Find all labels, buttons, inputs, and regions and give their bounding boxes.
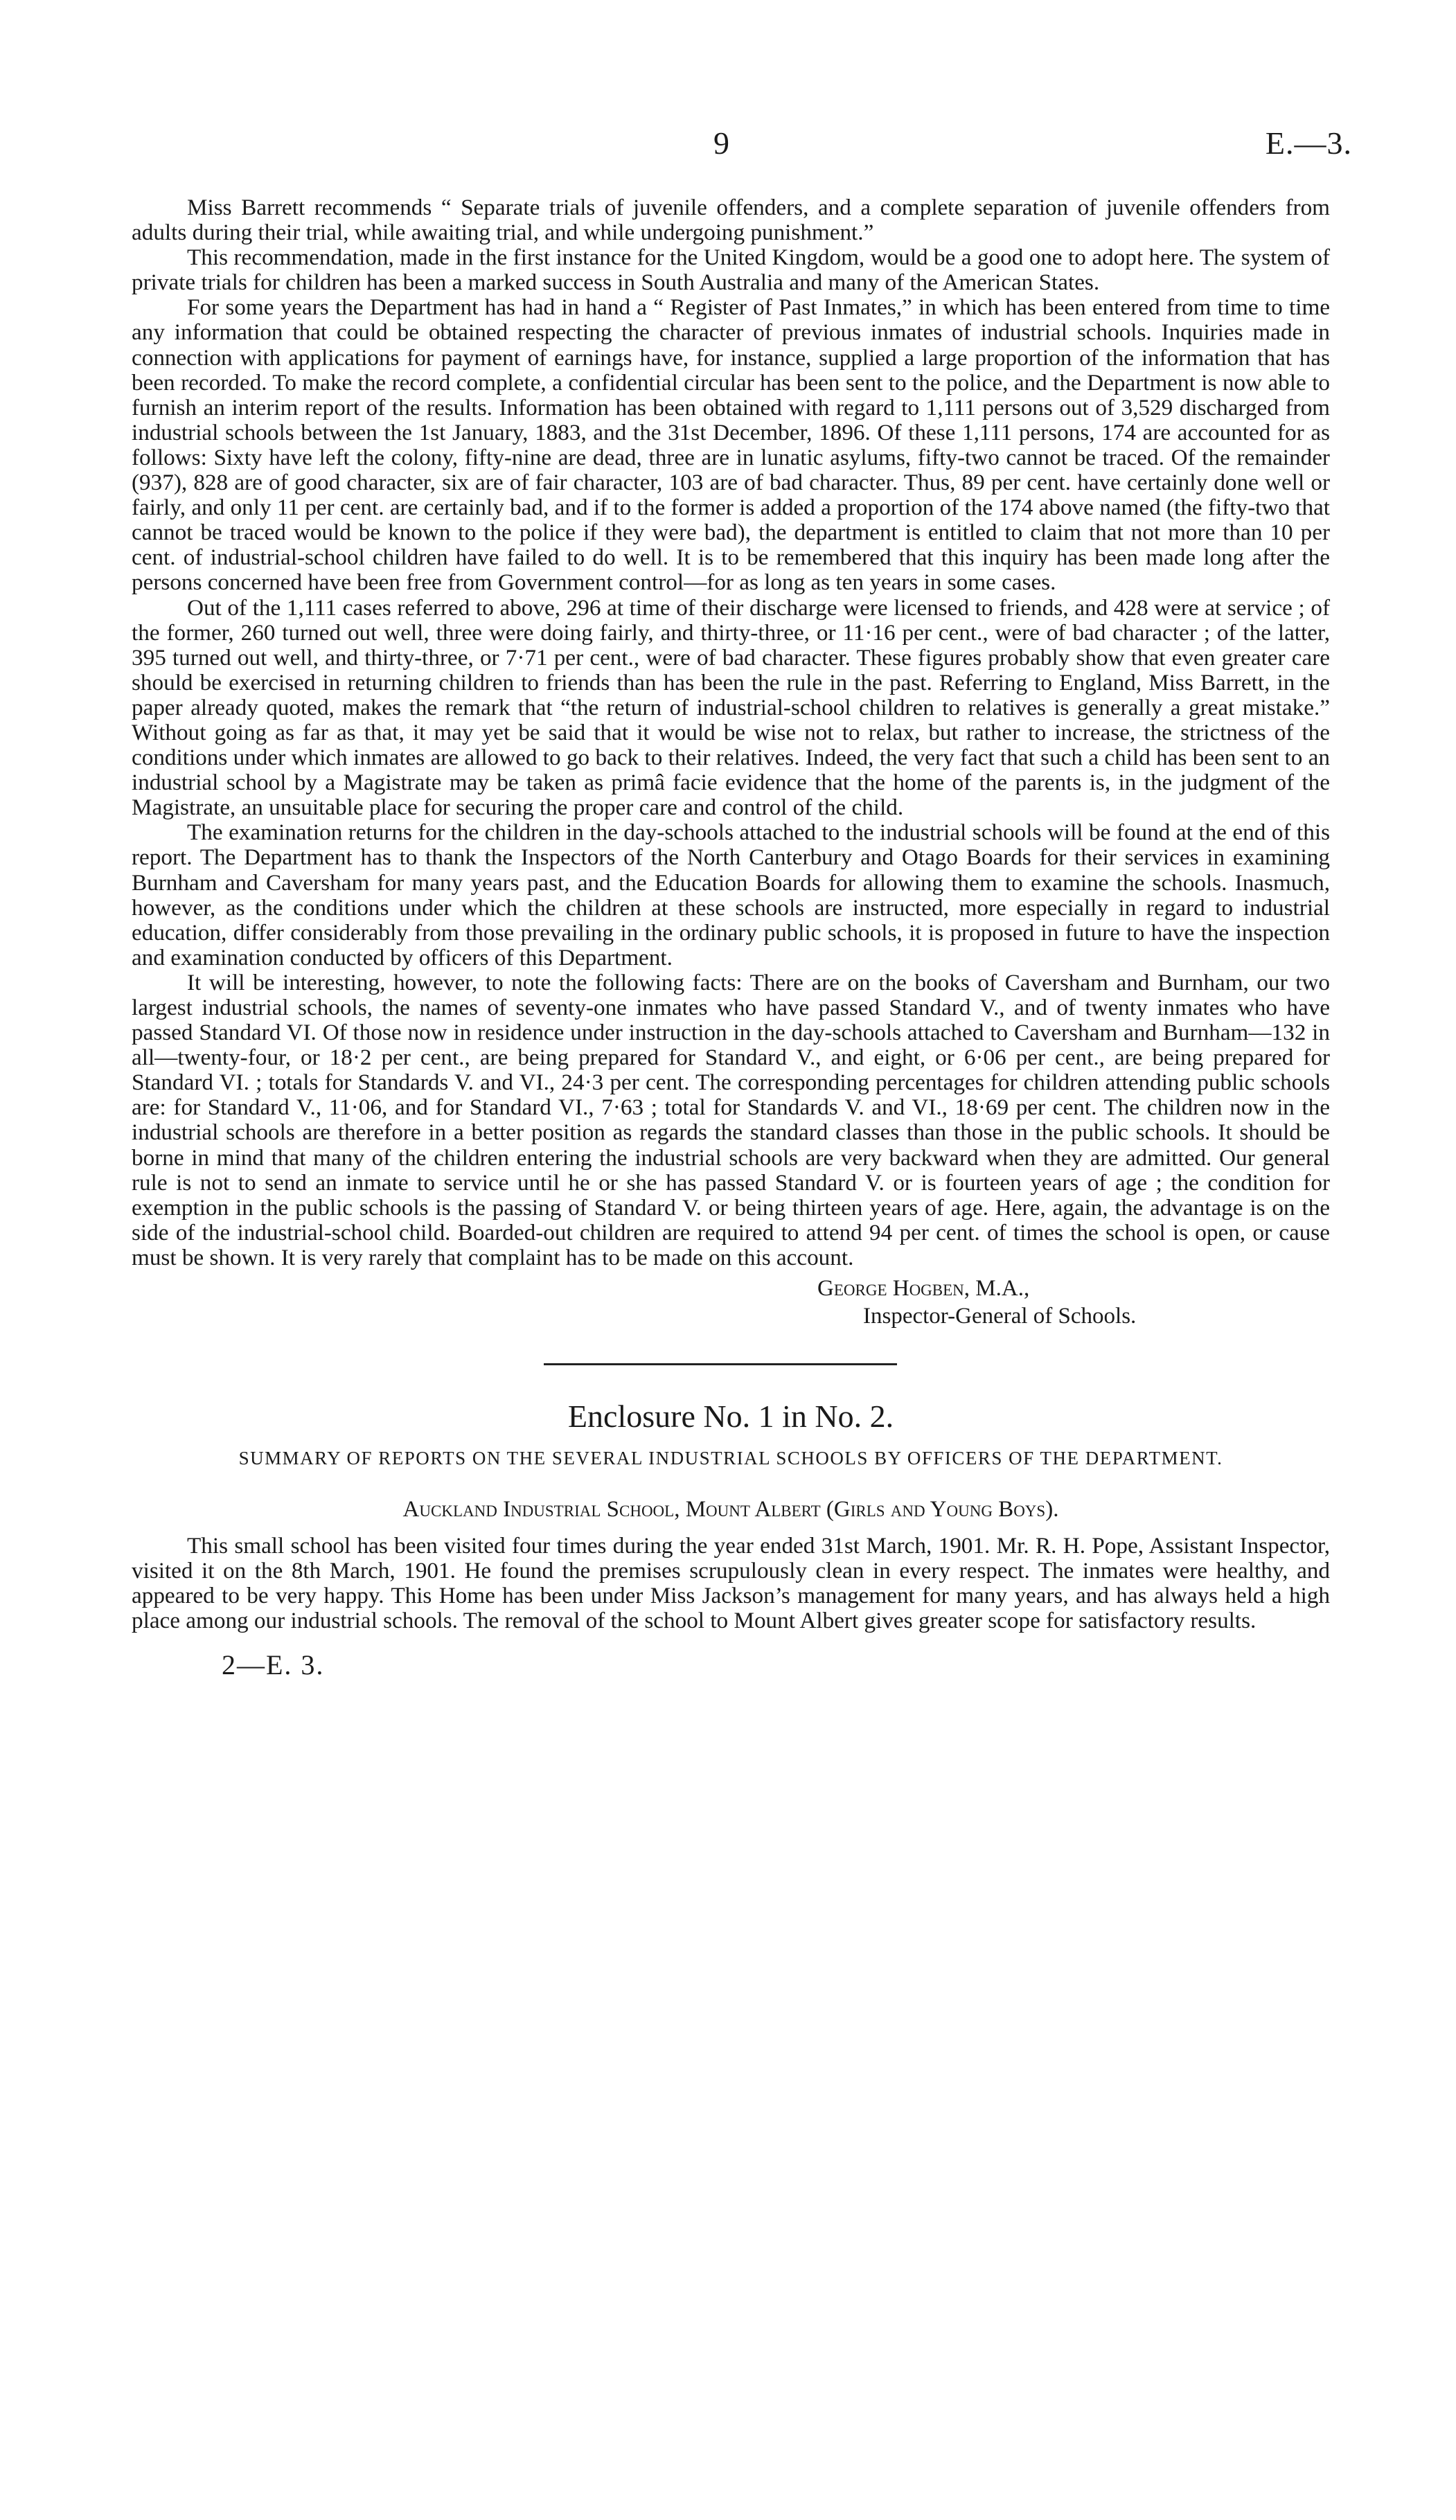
school-heading: Auckland Industrial School, Mount Albert (Girls and Young Boys). xyxy=(402,1497,1059,1523)
paragraph-auckland-school: This small school has been visited four times during the year ended 31st March, 1901. Mr. R. H. Pope, Assistant Inspector, visited it on the 8th March, 1901. He found the premises scrupulously clean in every respect. The inmates were healthy, and appeared to be very happy. This Home has been under Miss Jackson’s management for many years, and has always held a high place among our industrial schools. The removal of the school to Mount Albert gives greater scope for satisfactory results. xyxy=(132,1533,1330,1634)
paragraph-standards-comparison: It will be interesting, however, to note the following facts: There are on the books of Caversham and Burnham, our two largest industrial schools, the names of seventy-one inmates who have passed Standard V., and of twenty inmates who have passed Standard VI. Of those now in residence under instruction in the day-schools attached to Caversham and Burnham—132 in all—twenty-four, or 18·2 per cent., are being prepared for Standard V., and eight, or 6·06 per cent., are being prepared for Standard VI. ; totals for Standards V. and VI., 24·3 per cent. The corresponding percentages for children attending public schools are: for Standard V., 11·06, and for Standard VI., 7·63 ; total for Standards V. and VI., 18·69 per cent. The children now in the industrial schools are therefore in a better position as regards the standard classes than those in the public schools. It should be borne in mind that many of the children entering the industrial schools are very backward when they are admitted. Our general rule is not to send an inmate to service until he or she has passed Standard V. or is fourteen years of age ; the condition for exemption in the public schools is the passing of Standard V. or being thirteen years of age. Here, again, the advantage is on the side of the industrial-school child. Boarded-out children are required to attend 94 per cent. of times the school is open, or cause must be shown. It is very rarely that complaint has to be made on this account. xyxy=(132,969,1330,1270)
report-code: E.—3. xyxy=(1265,125,1352,161)
sheet-signature-code: 2—E. 3. xyxy=(222,1649,325,1681)
paragraph-private-trials: This recommendation, made in the first instance for the United Kingdom, would be a good one to adopt here. The system of private trials for children has been a marked success in South Australia and many of the American States. xyxy=(132,245,1330,296)
paragraph-examination-returns: The examination returns for the children in the day-schools attached to the industrial schools will be found at the end of this report. The Department has to thank the Inspectors of the North Canterbury and Otago Boards for their services in examining Burnham and Caversham for many years past, and the Education Boards for allowing them to examine the schools. Inasmuch, however, as the conditions under which the children at these schools are instructed, more especially in regard to industrial education, differ considerably from those prevailing in the ordinary public schools, it is proposed in future to have the inspection and examination conducted by officers of this Department. xyxy=(132,819,1330,970)
paragraph-barrett-recommendation: Miss Barrett recommends “ Separate trials of juvenile offenders, and a complete separation of juvenile offenders from adults during their trial, while awaiting trial, and while undergoing punishment.” xyxy=(132,195,1330,246)
signature-name: George Hogben, M.A., xyxy=(817,1276,1030,1302)
section-divider xyxy=(544,1363,897,1365)
paragraph-discharge-outcomes: Out of the 1,111 cases referred to above, 296 at time of their discharge were licensed to friends, and 428 were at service ; of the former, 260 turned out well, three were doing fairly, and thirty-three, or 11·16 per cent., were of bad character ; of the latter, 395 turned out well, and thirty-three, or 7·71 per cent., were of bad character. These figures probably show that even greater care should be exercised in returning children to friends than has been the rule in the past. Referring to England, Miss Barrett, in the paper already quoted, makes the remark that “the return of industrial-school children to relatives is generally a great mistake.” Without going as far as that, it may yet be said that it would be wise not to relax, but rather to increase, the strictness of the conditions under which inmates are allowed to go back to their relatives. Indeed, the very fact that such a child has been sent to an industrial school by a Magistrate may be taken as primâ facie evidence that the home of the parents is, in the judgment of the Magistrate, an unsuitable place for securing the proper care and control of the child. xyxy=(132,594,1330,821)
page-header xyxy=(0,125,1456,173)
enclosure-subtitle: SUMMARY OF REPORTS ON THE SEVERAL INDUSTRIAL SCHOOLS BY OFFICERS OF THE DEPARTMENT. xyxy=(238,1448,1223,1469)
signature-title: Inspector-General of Schools. xyxy=(863,1304,1137,1329)
paragraph-register-of-past-inmates: For some years the Department has had in hand a “ Register of Past Inmates,” in which has been entered from time to time any information that could be obtained respecting the character of previous inmates of industrial schools. Inquiries made in connection with applications for payment of earnings have, for instance, supplied a large proportion of the information that has been recorded. To make the record complete, a confidential circular has been sent to the police, and the Department is now able to furnish an interim report of the results. Information has been obtained with regard to 1,111 persons out of 3,529 discharged from industrial schools between the 1st January, 1883, and the 31st December, 1896. Of these 1,111 persons, 174 are accounted for as follows: Sixty have left the colony, fifty-nine are dead, three are in lunatic asylums, fifty-two cannot be traced. Of the remainder (937), 828 are of good character, six are of fair character, 103 are of bad character. Thus, 89 per cent. have certainly done well or fairly, and only 11 per cent. are certainly bad, and if to the former is added a proportion of the 174 above named (the fifty-two that cannot be traced would be known to the police if they were bad), the department is entitled to claim that not more than 10 per cent. of industrial-school children have failed to do well. It is to be remembered that this inquiry has been made long after the persons concerned have been free from Government control—for as long as ten years in some cases. xyxy=(132,294,1330,596)
document-body xyxy=(132,195,1330,1682)
page-number: 9 xyxy=(713,125,729,161)
signature-block xyxy=(132,1275,1330,1330)
enclosure-title: Enclosure No. 1 in No. 2. xyxy=(567,1399,894,1435)
